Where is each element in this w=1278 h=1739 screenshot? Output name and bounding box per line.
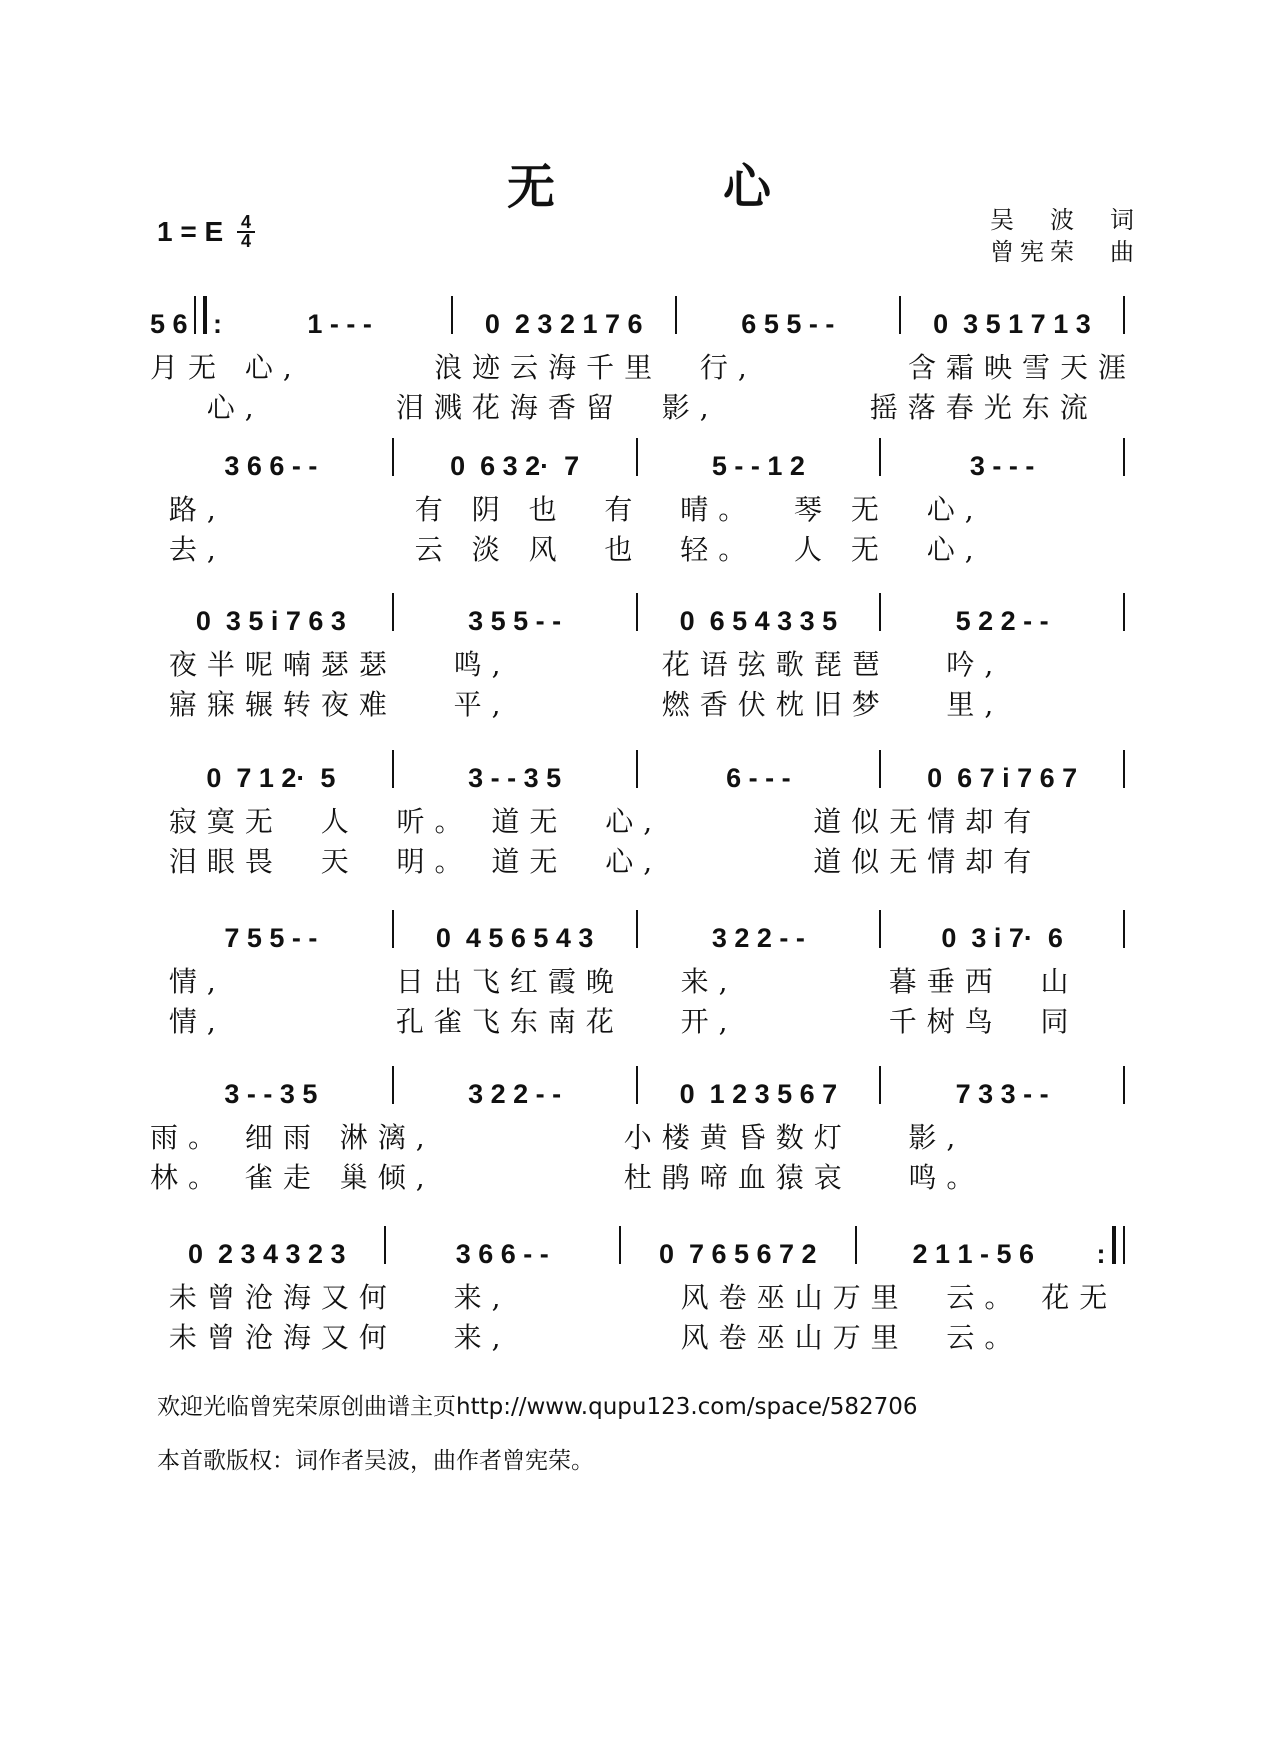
lyric-verse-1: 月无 心, 浪迹云海千里 行, 含霜映雪天涯: [150, 351, 1137, 384]
song-title: 无 心: [506, 159, 831, 215]
measure: 6 5 5 - -: [741, 309, 835, 339]
measure: 0 6 7 i 7 6 7: [927, 763, 1078, 793]
barline: [1123, 1066, 1125, 1104]
lyric-verse-2: 寤寐辗转夜难 平, 燃香伏枕旧梦 里,: [150, 688, 1004, 721]
measure: 1 - - -: [307, 309, 372, 339]
lyric-verse-1: 情, 日出飞红霞晚 来, 暮垂西 山: [150, 965, 1079, 998]
measure: 3 5 5 - -: [468, 606, 562, 636]
measure: 0 3 i 7· 6: [941, 923, 1063, 953]
repeat-dots: :: [213, 309, 223, 339]
repeat-end-barline: [1112, 1226, 1125, 1264]
measure: 7 5 5 - -: [224, 923, 318, 953]
time-numerator: 4: [240, 212, 251, 232]
lyric-verse-2: 泪眼畏 天 明。 道无 心, 道似无情却有: [150, 845, 1042, 878]
score-row-7: [150, 1218, 1125, 1368]
measure: 6 - - -: [726, 763, 791, 793]
repeat-dots: :: [1096, 1239, 1106, 1269]
homepage-link-text: 欢迎光临曾宪荣原创曲谱主页http://www.qupu123.com/space/582706: [157, 1394, 918, 1420]
measure: 3 2 2 - -: [711, 923, 805, 953]
lyric-verse-1: 雨。 细雨 淋漓, 小楼黄昏数灯 影,: [150, 1121, 966, 1154]
time-signature: [235, 214, 257, 250]
copyright-text: 本首歌版权：词作者吴波，曲作者曾宪荣。: [157, 1448, 594, 1474]
measure: 0 2 3 4 3 2 3: [187, 1239, 346, 1269]
lyric-verse-2: 情, 孔雀飞东南花 开, 千树鸟 同: [150, 1005, 1079, 1038]
lyric-verse-1: 路, 有 阴 也 有 晴。 琴 无 心,: [150, 493, 984, 526]
lyric-verse-2: 心, 泪溅花海香留 影, 摇落春光东流: [150, 391, 1098, 424]
measure: 3 6 6 - -: [224, 451, 318, 481]
measure: 0 7 1 2· 5: [206, 763, 336, 793]
notation-line: [150, 585, 1125, 635]
score-row-5: [150, 902, 1125, 1052]
lyric-verse-1: 夜半呢喃瑟瑟 鸣, 花语弦歌琵琶 吟,: [150, 648, 1004, 681]
barline: [1123, 750, 1125, 788]
barline: [1123, 593, 1125, 631]
barline: [1123, 910, 1125, 948]
measure: 5 2 2 - -: [955, 606, 1049, 636]
measure: 5 - - 1 2: [711, 451, 805, 481]
measure: 0 2 3 2 1 7 6: [484, 309, 643, 339]
measure: 3 - - 3 5: [468, 763, 562, 793]
score-row-2: [150, 430, 1125, 580]
repeat-start-barline: [194, 296, 207, 334]
key-signature: 1 = E: [157, 216, 224, 247]
time-denominator: 4: [240, 231, 251, 251]
notation-line: [150, 288, 1125, 338]
measure: 7 3 3 - -: [955, 1079, 1049, 1109]
barline: [1123, 438, 1125, 476]
measure: 0 1 2 3 5 6 7: [679, 1079, 838, 1109]
measure: 0 3 5 1 7 1 3: [933, 309, 1091, 339]
measure: 3 - - -: [969, 451, 1035, 481]
score-row-1: [150, 288, 1137, 438]
lyric-verse-1: 未曾沧海又何 来, 风卷巫山万里 云。 花无: [150, 1281, 1118, 1314]
measure: 0 6 3 2· 7: [450, 451, 580, 481]
lyric-verse-2: 未曾沧海又何 来, 风卷巫山万里 云。: [150, 1321, 1023, 1354]
notation-line: [150, 742, 1125, 792]
notation-line: [150, 430, 1125, 480]
measure: 0 4 5 6 5 4 3: [435, 923, 594, 953]
lyric-verse-1: 寂寞无 人 听。 道无 心, 道似无情却有: [150, 805, 1042, 838]
notation-line: [150, 1218, 1125, 1268]
measure: 0 6 5 4 3 3 5: [679, 606, 838, 636]
score-row-6: [150, 1058, 1125, 1208]
measure: 2 1 1 - 5 6: [912, 1239, 1035, 1269]
pickup-notes: 5 6: [150, 309, 188, 339]
notation-line: [150, 902, 1125, 952]
barline: [1123, 296, 1125, 334]
measure: 3 2 2 - -: [468, 1079, 562, 1109]
lyric-verse-2: 去, 云 淡 风 也 轻。 人 无 心,: [150, 533, 984, 566]
score-row-3: [150, 585, 1125, 735]
measure: 0 7 6 5 6 7 2: [658, 1239, 817, 1269]
measure: 3 6 6 - -: [455, 1239, 549, 1269]
notation-line: [150, 1058, 1125, 1108]
lyric-verse-2: 林。 雀走 巢倾, 杜鹃啼血猿哀 鸣。: [150, 1161, 985, 1194]
lyricist-credit: 吴 波 词: [990, 206, 1140, 234]
measure: 3 - - 3 5: [224, 1079, 318, 1109]
measure: 0 3 5 i 7 6 3: [195, 606, 346, 636]
score-row-4: [150, 742, 1125, 892]
composer-credit: 曾宪荣 曲: [990, 238, 1140, 266]
